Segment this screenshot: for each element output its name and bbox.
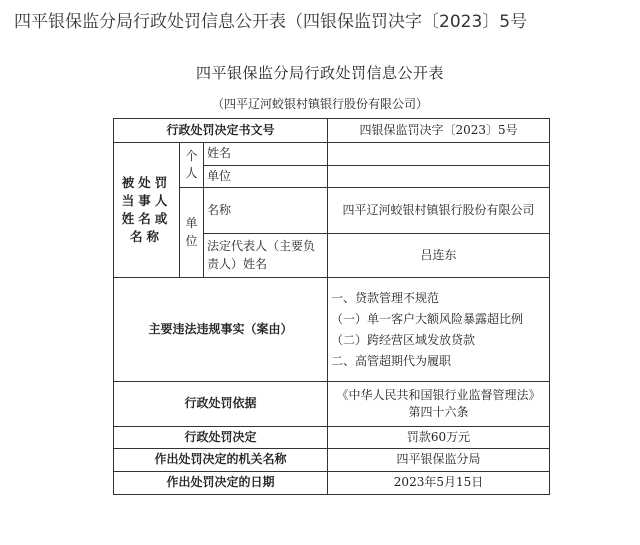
document-heading: 四平银保监分局行政处罚信息公开表	[195, 64, 444, 82]
fact-item: 一、贷款管理不规范	[331, 290, 440, 305]
document-subheading: （四平辽河蛟银村镇银行股份有限公司）	[211, 97, 428, 111]
row-facts	[114, 278, 550, 382]
legal-rep-value: 吕连东	[328, 234, 550, 278]
date-label: 作出处罚决定的日期	[114, 472, 328, 495]
page-title: 四平银保监分局行政处罚信息公开表（四银保监罚决字〔2023〕5号	[14, 12, 528, 32]
row-basis	[114, 382, 550, 427]
row-decision	[114, 427, 550, 449]
individual-name-value	[328, 143, 550, 166]
fact-item: （二）跨经营区域发放贷款	[331, 332, 476, 347]
decision-label: 行政处罚决定	[114, 427, 328, 449]
row-authority	[114, 449, 550, 472]
basis-value: 《中华人民共和国银行业监督管理法》第四十六条	[328, 382, 550, 427]
org-name-value: 四平辽河蛟银村镇银行股份有限公司	[328, 188, 550, 234]
basis-label: 行政处罚依据	[114, 382, 328, 427]
row-org-name	[114, 188, 550, 234]
doc-number-value: 四银保监罚决字〔2023〕5号	[328, 119, 550, 143]
date-value: 2023年5月15日	[328, 472, 550, 495]
party-label: 被处罚当事人姓名或名称	[114, 143, 180, 278]
fact-item: 二、高管超期代为履职	[331, 353, 452, 368]
decision-value: 罚款60万元	[328, 427, 550, 449]
authority-value: 四平银保监分局	[328, 449, 550, 472]
facts-label: 主要违法违规事实（案由）	[114, 278, 328, 382]
row-date	[114, 472, 550, 495]
authority-label: 作出处罚决定的机关名称	[114, 449, 328, 472]
doc-number-label: 行政处罚决定书文号	[114, 119, 328, 143]
individual-unit-label: 单位	[204, 166, 328, 188]
facts-list	[328, 278, 550, 382]
legal-rep-label: 法定代表人（主要负责人）姓名	[204, 234, 328, 278]
individual-name-label: 姓名	[204, 143, 328, 166]
row-individual-name	[114, 143, 550, 166]
row-doc-number	[114, 119, 550, 143]
unit-label: 单位	[180, 188, 204, 278]
individual-unit-value	[328, 166, 550, 188]
org-name-label: 名称	[204, 188, 328, 234]
individual-label: 个人	[180, 143, 204, 188]
fact-item: （一）单一客户大额风险暴露超比例	[331, 311, 524, 326]
penalty-info-table	[113, 118, 550, 495]
